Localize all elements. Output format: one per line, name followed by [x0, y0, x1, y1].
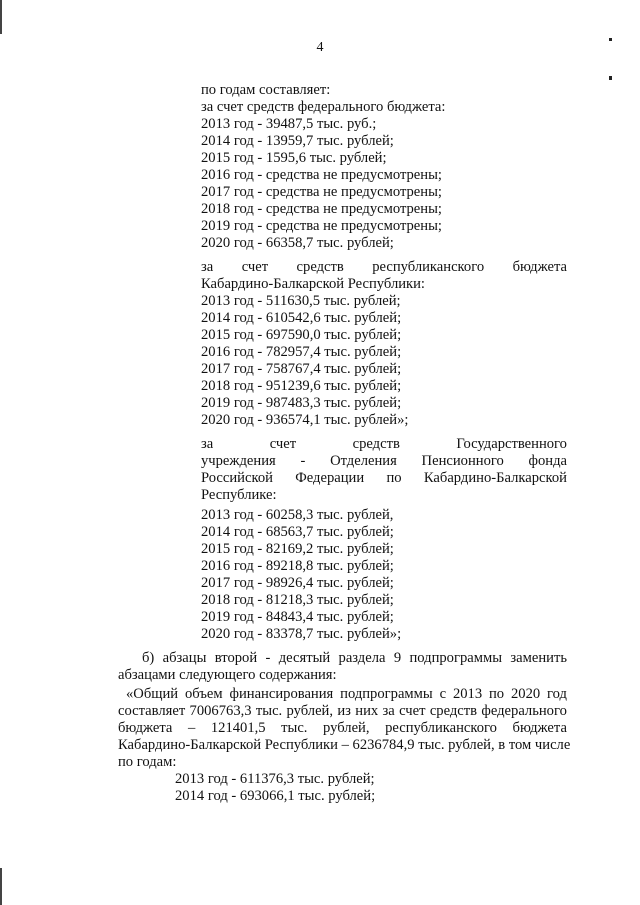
word: 2020 [510, 686, 541, 702]
word: тыс. [281, 720, 308, 736]
text-line: 2018 год - средства не предусмотрены; [201, 201, 442, 217]
word: - [300, 453, 306, 469]
pension-year-line: 2013 год - 60258,3 тыс. рублей, [201, 507, 394, 523]
final-year-line: 2014 год - 693066,1 тыс. рублей; [175, 788, 376, 804]
word: средств [296, 259, 344, 275]
word: республиканского [385, 720, 497, 736]
word: раздела [338, 650, 386, 666]
text-line: 2015 год - 1595,6 тыс. рублей; [201, 150, 387, 166]
republic-year-line: 2013 год - 511630,5 тыс. рублей; [201, 293, 401, 309]
text-line: за счет средств федерального бюджета: [201, 99, 446, 115]
quote-line [126, 686, 567, 703]
word: 121401,5 [210, 720, 266, 736]
pension-year-line: 2014 год - 68563,7 тыс. рублей; [201, 524, 394, 540]
word: подпрограммы [340, 686, 433, 702]
word: средств [429, 703, 478, 719]
word: Государственного [456, 436, 567, 452]
word: за [201, 436, 214, 452]
pension-year-line: 2015 год - 82169,2 тыс. рублей; [201, 541, 394, 557]
pension-heading-line [201, 436, 567, 453]
word: 7006763,3 [189, 703, 252, 719]
word: заменить [510, 650, 567, 666]
word: с [439, 686, 447, 702]
quote-line [118, 703, 567, 720]
word: Отделения [330, 453, 397, 469]
text-line: по годам: [118, 754, 177, 770]
text-line: 2020 год - 66358,7 тыс. рублей; [201, 235, 394, 251]
word: б) [142, 650, 155, 666]
republic-heading [201, 259, 567, 276]
word: Пенсионного [421, 453, 504, 469]
word: финансирования [229, 686, 334, 702]
word: за [201, 259, 214, 275]
pension-year-line: 2016 год - 89218,8 тыс. рублей; [201, 558, 394, 574]
text-line: 2014 год - 13959,7 тыс. рублей; [201, 133, 394, 149]
final-year-line: 2013 год - 611376,3 тыс. рублей; [175, 771, 375, 787]
word: 9 [393, 650, 402, 666]
word: - [265, 650, 271, 666]
para-b-line [142, 650, 567, 667]
text-line: по годам составляет: [201, 82, 331, 98]
republic-year-line: 2019 год - 987483,3 тыс. рублей; [201, 395, 402, 411]
pension-heading-line [201, 470, 567, 487]
text-line: 2016 год - средства не предусмотрены; [201, 167, 442, 183]
word: учреждения [201, 453, 276, 469]
scan-speck [609, 76, 612, 80]
scan-edge-mark [0, 0, 2, 34]
word: год [547, 686, 567, 702]
pension-year-line: 2019 год - 84843,4 тыс. рублей; [201, 609, 394, 625]
pension-heading-line [201, 453, 567, 470]
word: фонда [528, 453, 567, 469]
pension-year-line: 2017 год - 98926,4 тыс. рублей; [201, 575, 394, 591]
word: из [337, 703, 351, 719]
word: по [386, 470, 402, 486]
word: Федерации [295, 470, 365, 486]
word: счет [399, 703, 426, 719]
word: десятый [278, 650, 331, 666]
word: «Общий [126, 686, 179, 702]
republic-year-line: 2014 год - 610542,6 тыс. рублей; [201, 310, 402, 326]
word: 2013 [452, 686, 483, 702]
text-line: 2019 год - средства не предусмотрены; [201, 218, 442, 234]
text-line: 2017 год - средства не предусмотрены; [201, 184, 442, 200]
word: второй [214, 650, 258, 666]
word: бюджета [118, 720, 173, 736]
republic-year-line: 2020 год - 936574,1 тыс. рублей»; [201, 412, 409, 428]
word: рублей, [286, 703, 334, 719]
word: счет [241, 259, 269, 275]
word: подпрограммы [409, 650, 503, 666]
word: них [355, 703, 379, 719]
word: Кабардино-Балкарской [423, 470, 567, 486]
word: Российской [201, 470, 273, 486]
word: средств [352, 436, 400, 452]
word: тыс. [255, 703, 283, 719]
text-line: Кабардино-Балкарской Республики: [201, 276, 425, 292]
pension-year-line: 2020 год - 83378,7 тыс. рублей»; [201, 626, 402, 642]
word: республиканского [372, 259, 485, 275]
word: составляет [118, 703, 186, 719]
word: федерального [481, 703, 567, 719]
word: счет [269, 436, 297, 452]
text-line: Кабардино-Балкарской Республики – 6236784,9 тыс. рублей, в том числе [118, 737, 571, 753]
pension-year-line: 2018 год - 81218,3 тыс. рублей; [201, 592, 394, 608]
text-line: 2013 год - 39487,5 тыс. руб.; [201, 116, 377, 132]
republic-year-line: 2016 год - 782957,4 тыс. рублей; [201, 344, 402, 360]
page-number: 4 [316, 40, 324, 55]
word: – [187, 720, 196, 736]
republic-year-line: 2015 год - 697590,0 тыс. рублей; [201, 327, 402, 343]
word: бюджета [512, 720, 567, 736]
quote-line [118, 720, 567, 737]
word: за [382, 703, 395, 719]
word: рублей, [323, 720, 370, 736]
scan-speck [609, 38, 612, 41]
word: абзацы [162, 650, 207, 666]
text-line: абзацами следующего содержания: [118, 667, 337, 683]
scan-edge-mark [0, 868, 2, 905]
word: объем [185, 686, 223, 702]
republic-year-line: 2018 год - 951239,6 тыс. рублей; [201, 378, 402, 394]
republic-year-line: 2017 год - 758767,4 тыс. рублей; [201, 361, 402, 377]
word: бюджета [512, 259, 567, 275]
word: по [489, 686, 505, 702]
text-line: Республике: [201, 487, 277, 503]
